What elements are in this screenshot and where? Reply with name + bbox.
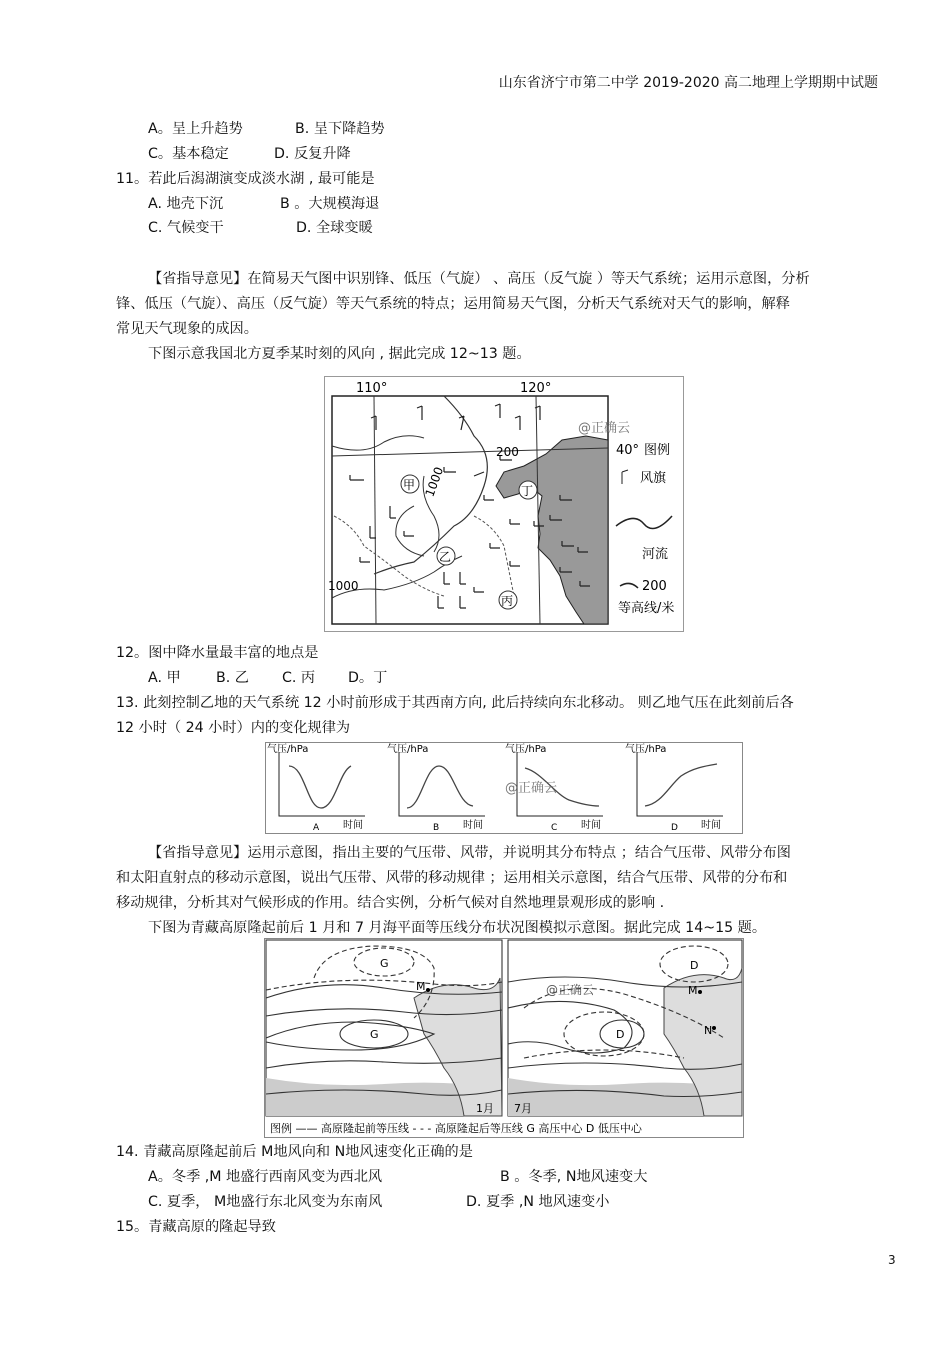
jul-label: 7月 [514, 1102, 532, 1115]
q12-option-d: D。丁 [348, 670, 388, 686]
q10-option-d: D. 反复升降 [274, 146, 351, 162]
guide2-line1: 【省指导意见】运用示意图，指出主要的气压带、风带，并说明其分布特点 ；结合气压带、风带分布图 [148, 845, 791, 861]
q12-option-c: C. 丙 [282, 670, 316, 686]
page-header: 山东省济宁市第二中学 2019-2020 高二地理上学期期中试题 [498, 75, 878, 91]
jul-m-label: M [688, 984, 698, 997]
contour-1000-label: 1000 [422, 465, 447, 499]
q11-stem: 11。若此后潟湖演变成淡水湖 , 最可能是 [116, 171, 375, 187]
q14-option-d: D. 夏季 ,N 地风速变小 [466, 1194, 610, 1210]
legend-title: 图例 [644, 443, 671, 458]
lon-110-label: 110° [356, 381, 388, 396]
q11-option-a: A. 地壳下沉 [148, 196, 224, 212]
q13-line2: 12 小时（ 24 小时）内的变化规律为 [116, 720, 351, 736]
lon-120-label: 120° [520, 381, 552, 396]
legend-flag: 风旗 [640, 471, 667, 486]
pressure-graphs-figure [265, 742, 743, 834]
q14-option-b: B 。冬季, N地风速变大 [500, 1169, 648, 1185]
q10-option-b: B. 呈下降趋势 [295, 121, 385, 137]
graph-c-xlabel: 时间 [581, 820, 601, 831]
contour-1000b-label: 1000 [328, 579, 359, 593]
jul-n-label: N [704, 1024, 713, 1037]
graph-a-ylabel: 气压/hPa [267, 744, 309, 755]
graph-d-xlabel: 时间 [701, 820, 721, 831]
graph-a-label: A [313, 823, 320, 833]
place-bing: 丙 [501, 594, 514, 608]
q15-stem: 15。青藏高原的隆起导致 [116, 1219, 276, 1235]
place-ding: 丁 [521, 484, 534, 498]
map1-watermark: @正确云 [578, 421, 631, 436]
legend-contour-value: 200 [642, 579, 667, 594]
jan-label: 1月 [476, 1102, 494, 1115]
q12-stem: 12。图中降水量最丰富的地点是 [116, 645, 319, 661]
guide1-line2: 锋、低压（气旋）、高压（反气旋）等天气系统的特点；运用简易天气图，分析天气系统对天气的影响，解释 [116, 296, 790, 312]
graph-c-label: C [551, 823, 558, 833]
q14-option-a: A。冬季 ,M 地盛行西南风变为西北风 [148, 1169, 383, 1185]
guide1-line1: 【省指导意见】在简易天气图中识别锋、低压（气旋） 、高压（反气旋 ）等天气系统；运用示意图，分析 [148, 271, 810, 287]
graph-c-ylabel: 气压/hPa [505, 744, 547, 755]
jan-g-top: G [380, 957, 389, 970]
q10-option-c: C。基本稳定 [148, 146, 229, 162]
q13-line1: 13. 此刻控制乙地的天气系统 12 小时前形成于其西南方向, 此后持续向东北移动。 则乙地气压在此刻前后各 [116, 695, 794, 711]
jul-d-center: D [616, 1028, 625, 1041]
guide1-line3: 常见天气现象的成因。 [116, 321, 258, 337]
q11-option-d: D. 全球变暖 [296, 220, 373, 236]
isobar-maps-figure [264, 938, 744, 1138]
intro-q12: 下图示意我国北方夏季某时刻的风向 , 据此完成 12~13 题。 [148, 346, 531, 362]
q11-option-b: B 。大规模海退 [280, 196, 380, 212]
map2-legend: 图例 —— 高原隆起前等压线 - - - 高原隆起后等压线 G 高压中心 D 低压中心 [270, 1122, 642, 1135]
q14-stem: 14. 青藏高原隆起前后 M地风向和 N地风速变化正确的是 [116, 1144, 473, 1160]
q12-option-a: A. 甲 [148, 670, 181, 686]
intro-q14: 下图为青藏高原隆起前后 1 月和 7 月海平面等压线分布状况图模拟示意图。据此完成 14~15 题。 [148, 920, 767, 936]
lat-40-label: 40° [616, 443, 640, 458]
jan-g-center: G [370, 1028, 379, 1041]
graph-d-label: D [671, 823, 678, 833]
legend-contour: 等高线/米 [618, 601, 675, 616]
q14-option-c: C. 夏季， M地盛行东北风变为东南风 [148, 1194, 383, 1210]
guide2-line3: 移动规律，分析其对气候形成的作用。结合实例，分析气候对自然地理景观形成的影响 . [116, 895, 665, 911]
graph-b-ylabel: 气压/hPa [387, 744, 429, 755]
place-yi: 乙 [439, 550, 452, 564]
wind-map-figure [324, 376, 684, 632]
q12-option-b: B. 乙 [216, 670, 249, 686]
place-jia: 甲 [403, 478, 416, 492]
contour-200-label: 200 [496, 445, 519, 459]
jul-d-top: D [690, 959, 699, 972]
graph-a-xlabel: 时间 [343, 820, 363, 831]
graph-b-label: B [433, 823, 440, 833]
q10-option-a: A。呈上升趋势 [148, 121, 243, 137]
page-number: 3 [888, 1253, 896, 1267]
graphs-watermark: @正确云 [505, 781, 558, 796]
guide2-line2: 和太阳直射点的移动示意图，说出气压带、风带的移动规律 ；运用相关示意图，结合气压带、风带的分布和 [116, 870, 788, 886]
q11-option-c: C. 气候变干 [148, 220, 224, 236]
graph-d-ylabel: 气压/hPa [625, 744, 667, 755]
graph-b-xlabel: 时间 [463, 820, 483, 831]
map2-watermark: @正确云 [546, 983, 595, 997]
legend-river: 河流 [642, 547, 669, 562]
jan-m-label: M [416, 980, 426, 993]
